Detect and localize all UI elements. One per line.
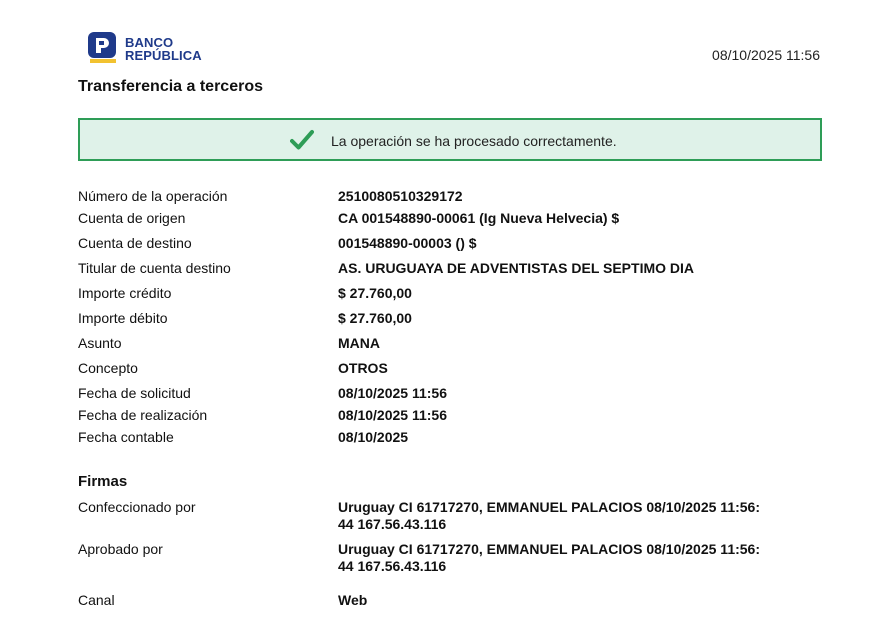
signature-label: Aprobado por [78, 541, 163, 557]
detail-value: 2510080510329172 [338, 188, 463, 204]
detail-label: Importe crédito [78, 285, 172, 301]
signature-value [338, 541, 778, 575]
success-message: La operación se ha procesado correctamente. [331, 133, 617, 149]
bank-name [125, 36, 202, 62]
detail-label: Asunto [78, 335, 122, 351]
detail-value: OTROS [338, 360, 388, 376]
checkmark-icon [290, 129, 314, 151]
print-timestamp: 08/10/2025 11:56 [712, 47, 820, 63]
channel-value: Web [338, 592, 368, 608]
detail-value: 08/10/2025 [338, 429, 409, 445]
channel-label: Canal [78, 592, 115, 608]
detail-value: 08/10/2025 11:56 [338, 385, 447, 401]
detail-value: 08/10/2025 11:56 [338, 407, 447, 423]
detail-label: Cuenta de origen [78, 210, 186, 226]
detail-label: Fecha de realización [78, 407, 208, 423]
detail-label: Fecha de solicitud [78, 385, 191, 401]
detail-label: Concepto [78, 360, 138, 376]
success-banner [78, 118, 822, 161]
bank-name-line1: BANCO [125, 35, 174, 50]
signature-value [338, 499, 778, 533]
detail-label: Cuenta de destino [78, 235, 192, 251]
bank-logo-icon [86, 31, 118, 65]
detail-value: $ 27.760,00 [338, 310, 412, 326]
signature-value-line2: 44 167.56.43.116 [338, 558, 447, 574]
bank-name-line2: REPÚBLICA [125, 48, 202, 63]
detail-label: Importe débito [78, 310, 168, 326]
detail-value: CA 001548890-00061 (Ig Nueva Helvecia) $ [338, 210, 620, 226]
signature-value-line1: Uruguay CI 61717270, EMMANUEL PALACIOS 08/10/2025 11:56: [338, 499, 760, 515]
detail-value: $ 27.760,00 [338, 285, 412, 301]
detail-label: Fecha contable [78, 429, 174, 445]
signature-label: Confeccionado por [78, 499, 196, 515]
detail-label: Número de la operación [78, 188, 228, 204]
signatures-heading: Firmas [78, 473, 128, 490]
signature-value-line1: Uruguay CI 61717270, EMMANUEL PALACIOS 08/10/2025 11:56: [338, 541, 760, 557]
signature-value-line2: 44 167.56.43.116 [338, 516, 447, 532]
detail-value: MANA [338, 335, 380, 351]
detail-label: Titular de cuenta destino [78, 260, 231, 276]
page-title: Transferencia a terceros [78, 78, 263, 95]
bank-logo [86, 31, 202, 65]
detail-value: AS. URUGUAYA DE ADVENTISTAS DEL SEPTIMO DIA [338, 260, 695, 276]
detail-value: 001548890-00003 () $ [338, 235, 477, 251]
